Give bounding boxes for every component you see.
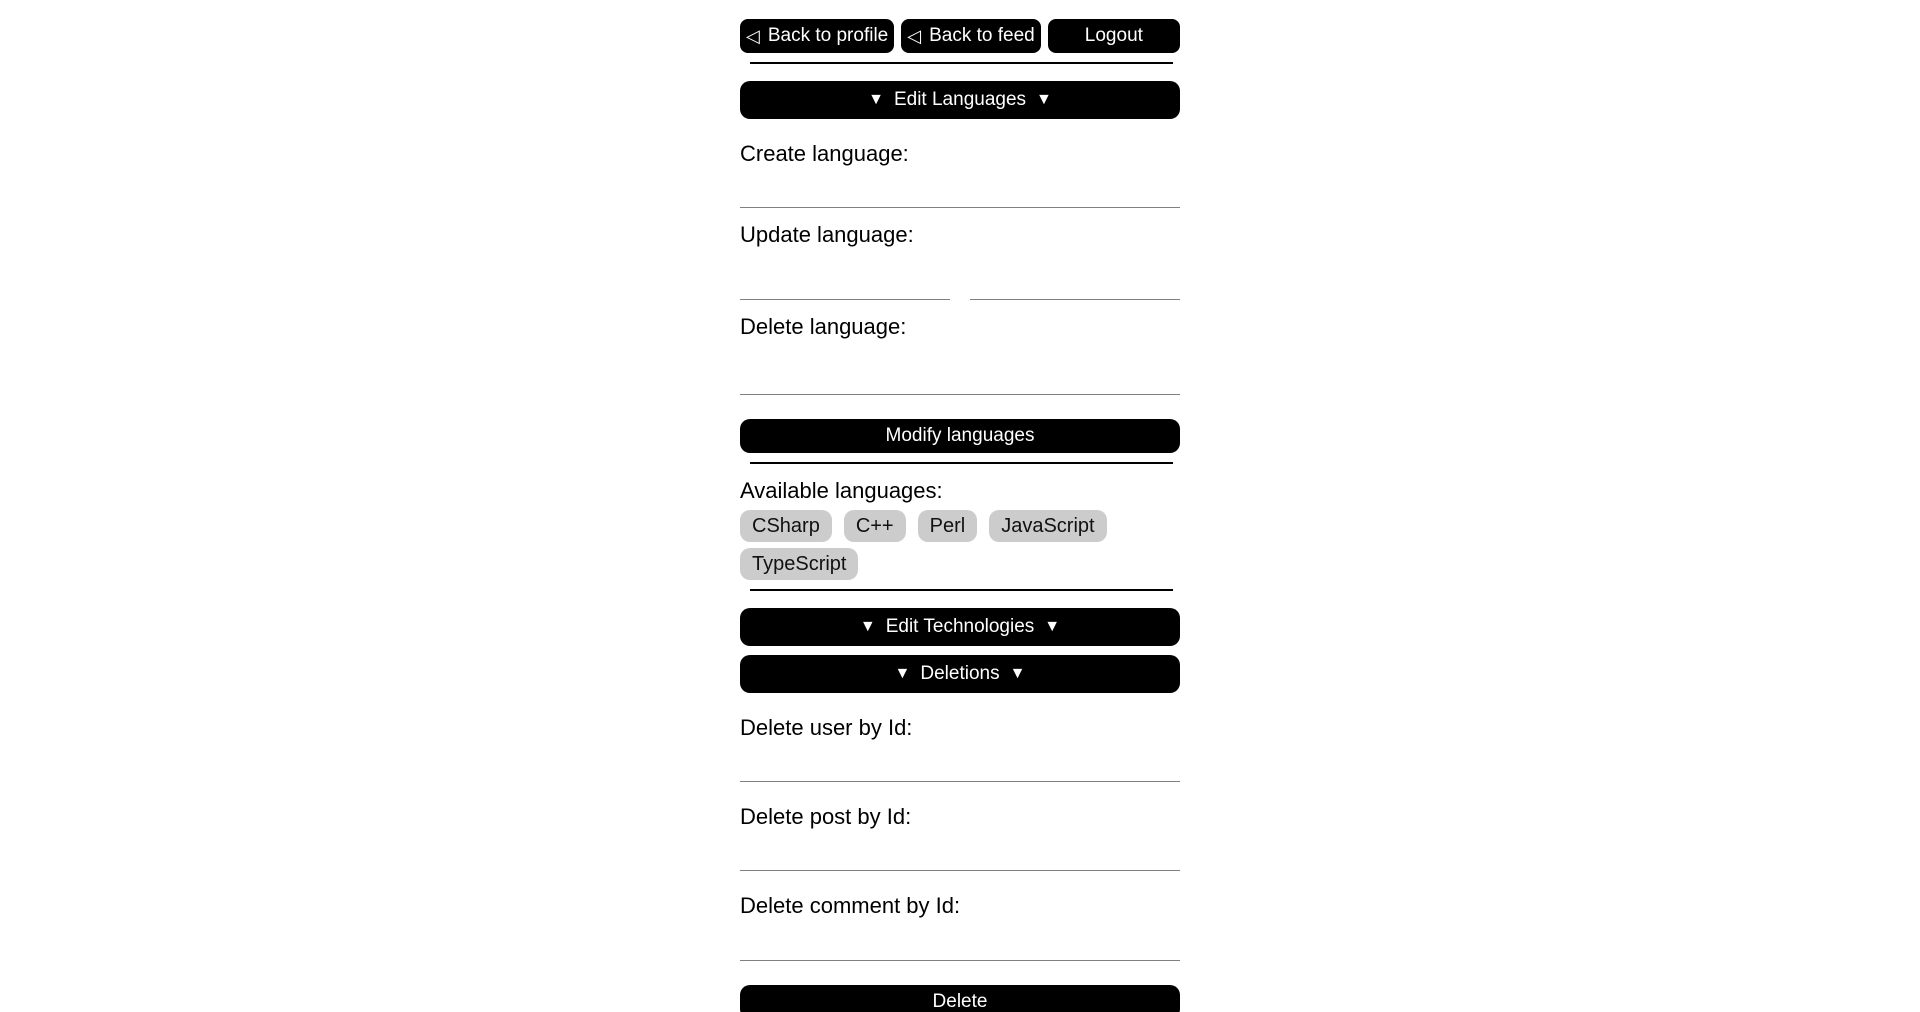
back-to-feed-label: Back to feed <box>929 25 1035 46</box>
edit-technologies-toggle-label: Edit Technologies <box>885 615 1035 637</box>
delete-button[interactable] <box>740 985 1180 1012</box>
chevron-down-icon: ▼ <box>859 617 876 635</box>
language-tag-list <box>740 510 1168 580</box>
available-languages-label: Available languages: <box>740 477 943 503</box>
delete-language-input[interactable] <box>740 343 1180 395</box>
chevron-down-icon: ▼ <box>1044 617 1061 635</box>
edit-technologies-toggle[interactable] <box>740 608 1180 646</box>
chevron-down-icon: ▼ <box>1009 664 1026 682</box>
update-language-row <box>740 258 1180 300</box>
update-language-label: Update language: <box>740 222 914 248</box>
delete-comment-label: Delete comment by Id: <box>740 893 961 919</box>
language-tag[interactable]: Perl <box>918 510 978 542</box>
language-tag[interactable]: C++ <box>844 510 906 542</box>
delete-user-label: Delete user by Id: <box>740 714 913 740</box>
logout-label: Logout <box>1084 25 1143 46</box>
create-language-input[interactable] <box>740 170 1180 208</box>
chevron-down-icon: ▼ <box>894 664 911 682</box>
delete-comment-input[interactable] <box>740 923 1180 961</box>
edit-languages-toggle[interactable] <box>740 81 1180 119</box>
back-to-feed-button[interactable] <box>901 19 1040 53</box>
back-icon: ◁ <box>746 25 760 46</box>
delete-post-label: Delete post by Id: <box>740 804 912 830</box>
back-to-profile-label: Back to profile <box>767 25 889 46</box>
back-icon: ◁ <box>907 25 922 46</box>
chevron-down-icon: ▼ <box>868 91 884 108</box>
modify-languages-label: Modify languages <box>885 424 1035 446</box>
content-column <box>740 0 1180 1012</box>
logout-button[interactable] <box>1048 19 1180 53</box>
language-tag[interactable]: JavaScript <box>989 510 1106 542</box>
back-to-profile-button[interactable] <box>740 19 894 53</box>
update-language-old-input[interactable] <box>740 258 950 300</box>
delete-user-input[interactable] <box>740 744 1180 782</box>
modify-languages-button[interactable] <box>740 419 1180 453</box>
update-language-new-input[interactable] <box>970 258 1180 300</box>
language-tag[interactable]: TypeScript <box>740 548 858 580</box>
edit-languages-toggle-label: Edit Languages <box>893 89 1027 110</box>
delete-button-label: Delete <box>932 990 988 1012</box>
deletions-toggle-label: Deletions <box>920 662 1000 684</box>
languages-divider <box>750 462 1173 464</box>
deletions-toggle[interactable] <box>740 655 1180 693</box>
delete-post-input[interactable] <box>740 833 1180 871</box>
language-tag[interactable]: CSharp <box>740 510 832 542</box>
tags-divider <box>750 589 1173 591</box>
top-divider <box>750 62 1173 64</box>
top-nav-row <box>740 19 1180 53</box>
create-language-label: Create language: <box>740 141 909 166</box>
chevron-down-icon: ▼ <box>1036 91 1052 108</box>
delete-language-label: Delete language: <box>740 313 907 339</box>
